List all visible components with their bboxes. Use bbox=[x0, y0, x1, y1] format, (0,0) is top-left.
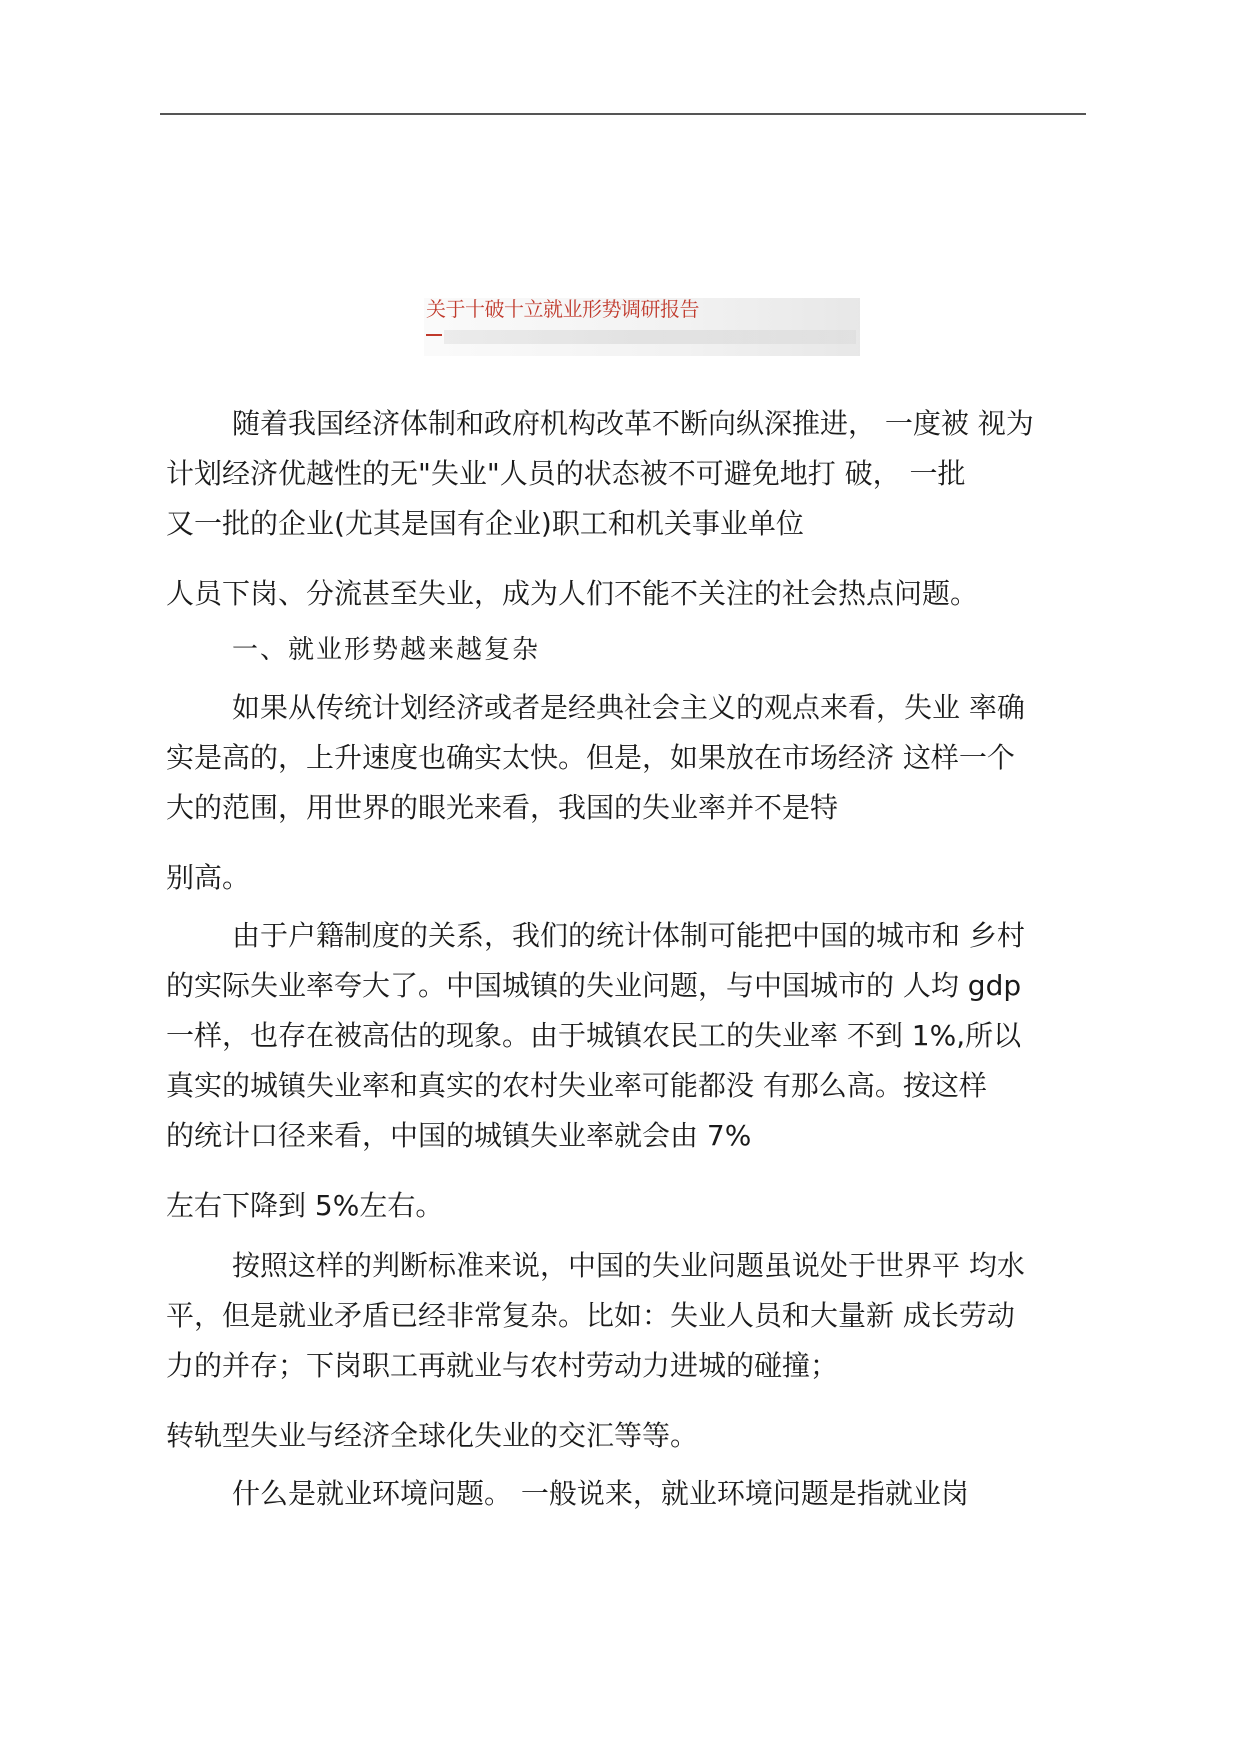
title-subtitle-blur bbox=[444, 330, 856, 344]
paragraph-line: 一样，也存在被高估的现象。由于城镇农民工的失业率 不到 1%,所以 bbox=[166, 1019, 1022, 1052]
paragraph-line: 又一批的企业(尤其是国有企业)职工和机关事业单位 bbox=[166, 507, 804, 540]
title-dash-mark bbox=[426, 334, 442, 336]
paragraph-line: 转轨型失业与经济全球化失业的交汇等等。 bbox=[166, 1419, 699, 1452]
paragraph-line: 随着我国经济体制和政府机构改革不断向纵深推进， 一度被 视为 bbox=[232, 407, 1034, 440]
paragraph-line: 力的并存；下岗职工再就业与农村劳动力进城的碰撞； bbox=[166, 1349, 839, 1382]
paragraph-line: 大的范围，用世界的眼光来看，我国的失业率并不是特 bbox=[166, 791, 839, 824]
paragraph-line: 计划经济优越性的无"失业"人员的状态被不可避免地打 破， 一批 bbox=[166, 457, 966, 490]
paragraph-line: 真实的城镇失业率和真实的农村失业率可能都没 有那么高。按这样 bbox=[166, 1069, 987, 1102]
paragraph-line: 什么是就业环境问题。 一般说来，就业环境问题是指就业岗 bbox=[232, 1477, 969, 1510]
paragraph-line: 的实际失业率夸大了。中国城镇的失业问题，与中国城市的 人均 gdp bbox=[166, 969, 1022, 1002]
paragraph-line: 如果从传统计划经济或者是经典社会主义的观点来看，失业 率确 bbox=[232, 691, 1025, 724]
section-heading: 一、就业形势越来越复杂 bbox=[232, 635, 541, 665]
paragraph-line: 人员下岗、分流甚至失业，成为人们不能不关注的社会热点问题。 bbox=[166, 577, 979, 610]
paragraph-line: 实是高的，上升速度也确实太快。但是，如果放在市场经济 这样一个 bbox=[166, 741, 1015, 774]
paragraph-line: 别高。 bbox=[166, 861, 251, 894]
document-title: 关于十破十立就业形势调研报告 bbox=[426, 297, 699, 321]
paragraph-line: 的统计口径来看，中国的城镇失业率就会由 7% bbox=[166, 1119, 752, 1152]
paragraph-line: 左右下降到 5%左右。 bbox=[166, 1189, 444, 1222]
header-rule bbox=[160, 113, 1086, 115]
paragraph-line: 由于户籍制度的关系，我们的统计体制可能把中国的城市和 乡村 bbox=[232, 919, 1025, 952]
paragraph-line: 平，但是就业矛盾已经非常复杂。比如：失业人员和大量新 成长劳动 bbox=[166, 1299, 1015, 1332]
paragraph-line: 按照这样的判断标准来说，中国的失业问题虽说处于世界平 均水 bbox=[232, 1249, 1025, 1282]
